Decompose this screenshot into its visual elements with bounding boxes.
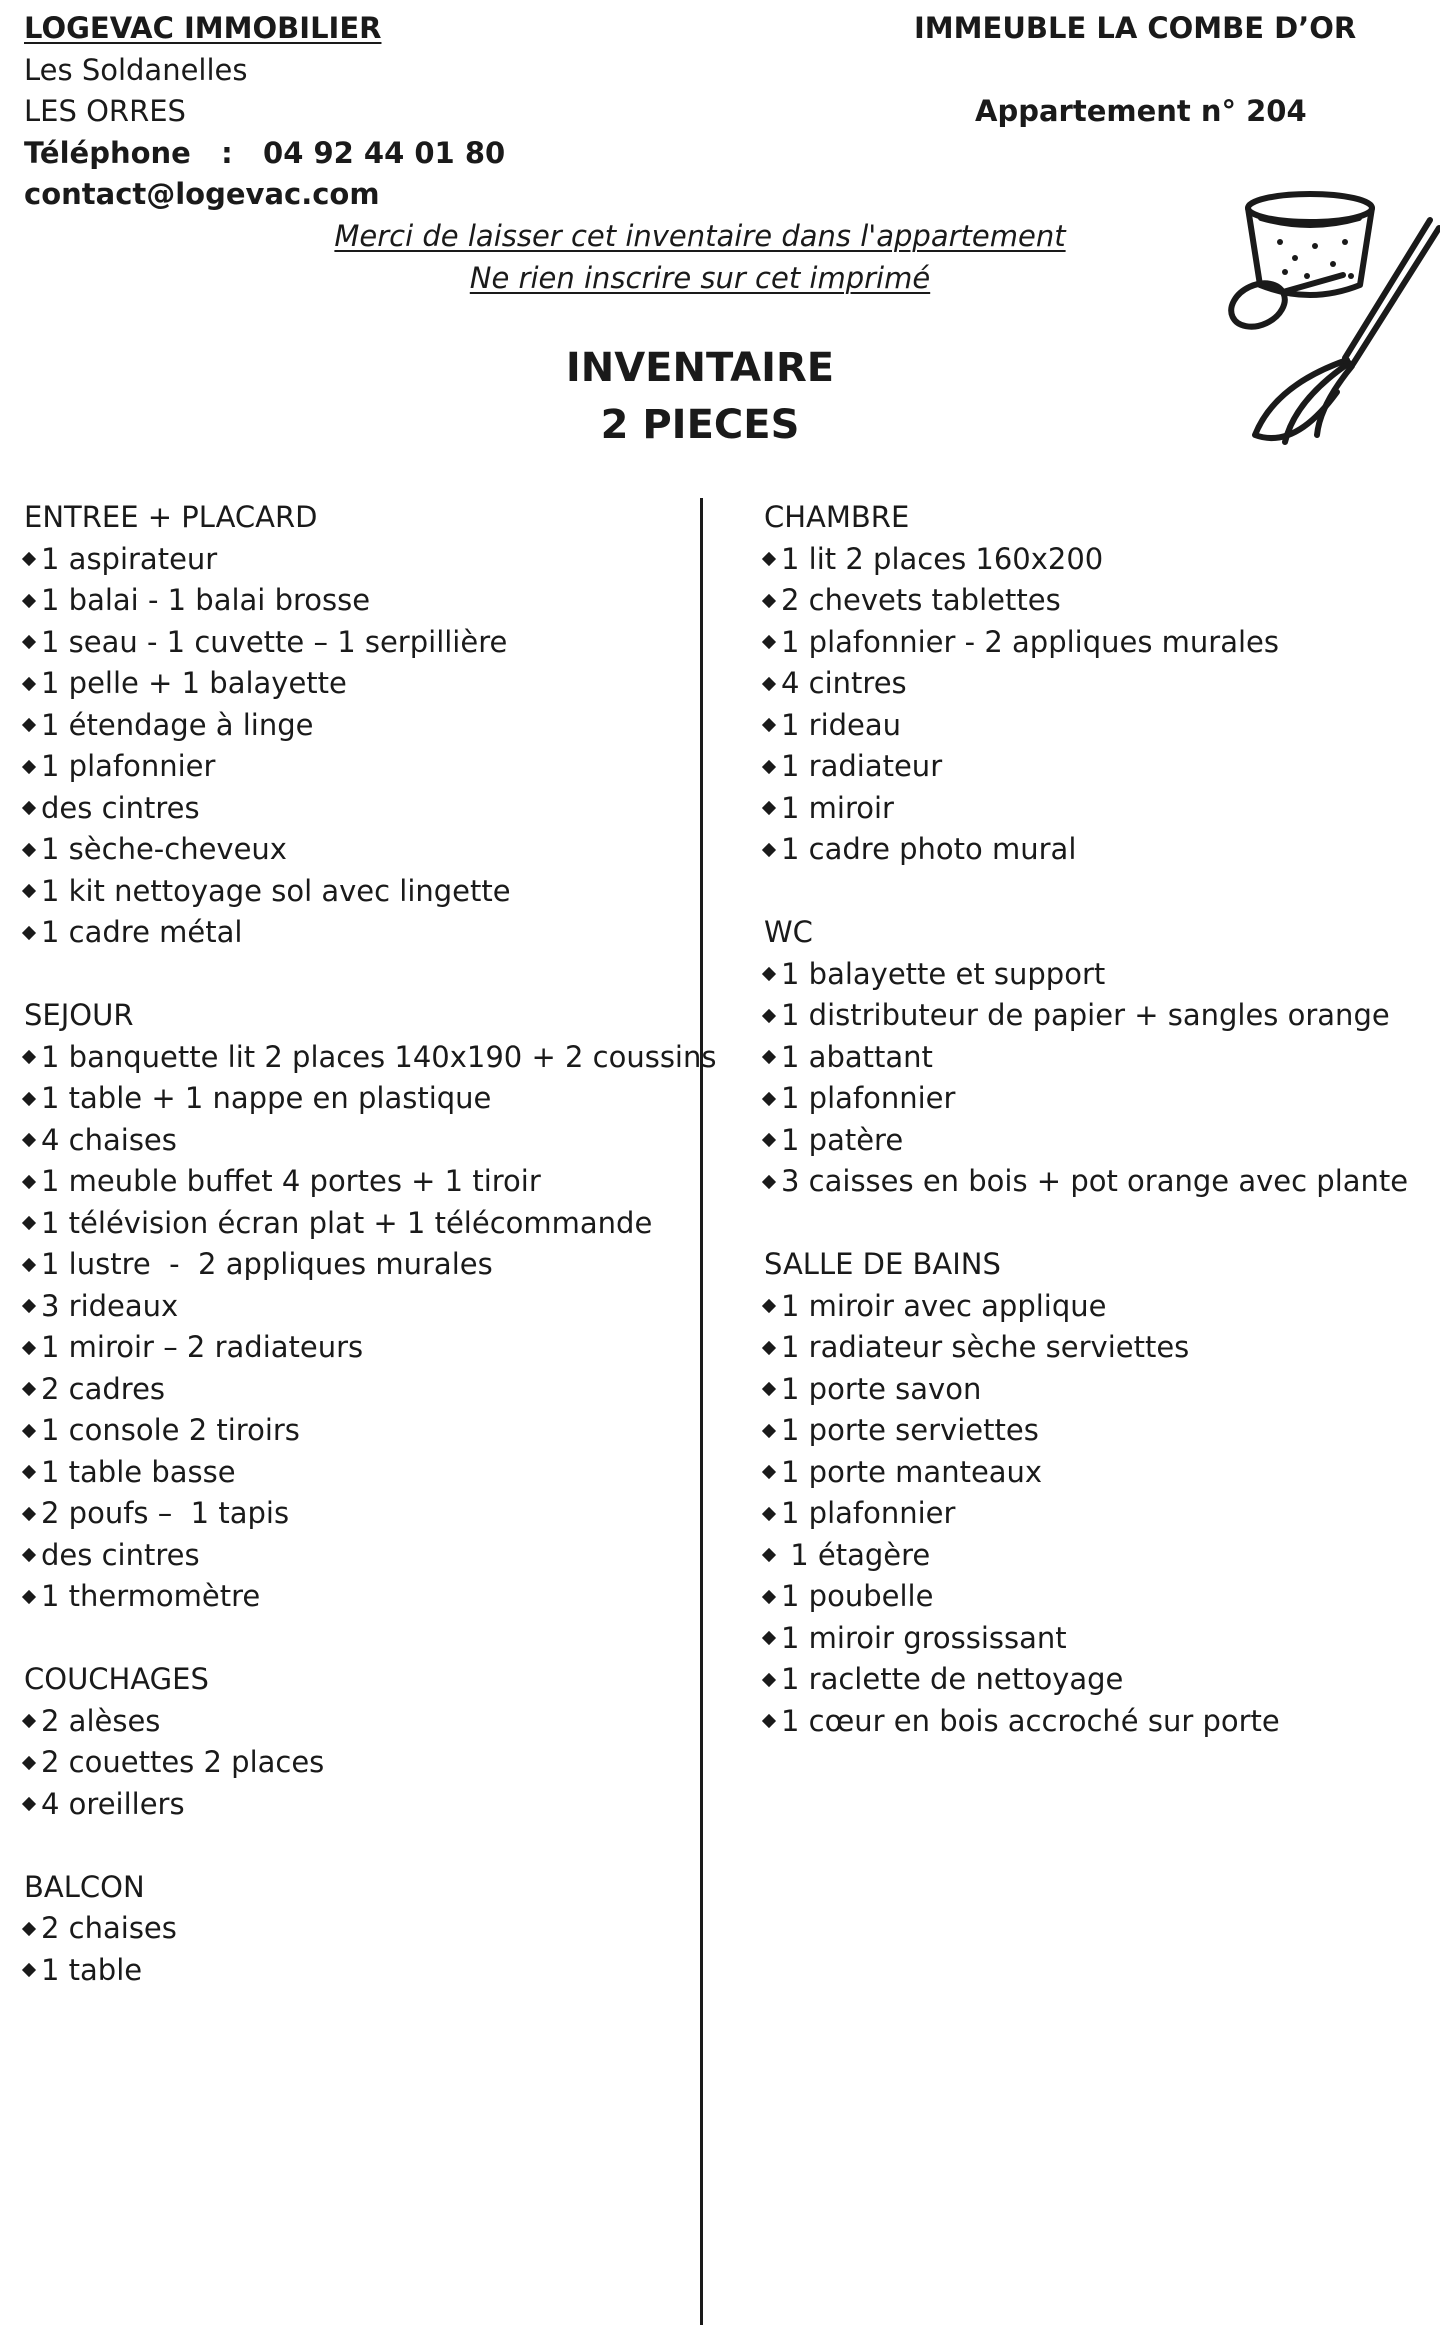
section-title: SALLE DE BAINS xyxy=(764,1247,1001,1281)
diamond-bullet-icon xyxy=(22,1922,36,1936)
list-item-label: 1 cadre métal xyxy=(41,915,243,949)
list-item xyxy=(24,1701,716,1743)
list-item xyxy=(24,1286,716,1328)
list-item-label: 1 rideau xyxy=(781,707,902,742)
list-item xyxy=(24,580,716,622)
section-title: COUCHAGES xyxy=(24,1662,209,1696)
list-item xyxy=(24,1784,716,1826)
list-item-label: 1 plafonnier xyxy=(781,1496,956,1530)
section-wc xyxy=(764,912,1408,1203)
diamond-bullet-icon xyxy=(22,1507,36,1521)
diamond-bullet-icon xyxy=(22,552,36,566)
section-chambre xyxy=(764,497,1408,871)
diamond-bullet-icon xyxy=(762,1590,776,1604)
list-item xyxy=(764,788,1408,830)
diamond-bullet-icon xyxy=(22,1548,36,1562)
list-item xyxy=(24,1950,716,1992)
list-item xyxy=(764,1493,1408,1535)
list-item xyxy=(764,705,1408,747)
list-item-label: 1 console 2 tiroirs xyxy=(41,1413,300,1447)
list-item-label: 2 couettes 2 places xyxy=(41,1745,325,1779)
list-item-label: 1 porte serviettes xyxy=(781,1413,1039,1447)
diamond-bullet-icon xyxy=(22,1465,36,1479)
diamond-bullet-icon xyxy=(22,1175,36,1189)
list-item xyxy=(24,1078,716,1120)
diamond-bullet-icon xyxy=(22,1797,36,1811)
list-item xyxy=(764,622,1408,664)
list-item-label: 2 chaises xyxy=(41,1911,177,1945)
notices xyxy=(0,216,1400,299)
list-item-label: 4 chaises xyxy=(41,1122,177,1157)
diamond-bullet-icon xyxy=(22,801,36,815)
list-item-label: 4 oreillers xyxy=(41,1786,185,1821)
list-item-label: 1 étagère xyxy=(781,1537,931,1572)
list-item xyxy=(764,1659,1408,1701)
list-item-label: 1 télévision écran plat + 1 télécommande xyxy=(41,1205,653,1240)
list-item-label: 1 miroir grossissant xyxy=(781,1620,1067,1655)
section-entree-placard xyxy=(24,497,716,954)
list-item xyxy=(24,1908,716,1950)
list-item xyxy=(24,1161,716,1203)
list-item xyxy=(24,1493,716,1535)
list-item-label: 2 alèses xyxy=(41,1703,161,1738)
diamond-bullet-icon xyxy=(762,1673,776,1687)
section-title: CHAMBRE xyxy=(764,500,910,534)
list-item xyxy=(764,1618,1408,1660)
list-item xyxy=(764,539,1408,581)
right-column xyxy=(764,497,1408,1742)
diamond-bullet-icon xyxy=(22,1299,36,1313)
list-item xyxy=(24,1742,716,1784)
list-item xyxy=(764,1037,1408,1079)
list-item xyxy=(24,871,716,913)
list-item xyxy=(764,1535,1408,1577)
list-item-label: 1 plafonnier xyxy=(41,749,216,783)
list-item-label: 1 porte savon xyxy=(781,1371,982,1406)
company-block xyxy=(24,8,505,216)
list-item xyxy=(764,580,1408,622)
list-item-label: 1 lit 2 places 160x200 xyxy=(781,541,1104,576)
diamond-bullet-icon xyxy=(762,677,776,691)
list-item xyxy=(764,1452,1408,1494)
list-item-label: 1 balayette et support xyxy=(781,956,1106,991)
diamond-bullet-icon xyxy=(762,1507,776,1521)
list-item xyxy=(24,1369,716,1411)
list-item xyxy=(764,1161,1408,1203)
list-item-label: 1 plafonnier xyxy=(781,1081,956,1115)
diamond-bullet-icon xyxy=(22,1424,36,1438)
list-item xyxy=(764,746,1408,788)
diamond-bullet-icon xyxy=(762,1133,776,1147)
diamond-bullet-icon xyxy=(762,760,776,774)
diamond-bullet-icon xyxy=(22,843,36,857)
list-item-label: 1 miroir avec applique xyxy=(781,1288,1107,1323)
apartment-number: Appartement n° 204 xyxy=(975,94,1307,128)
list-item-label: 1 abattant xyxy=(781,1039,933,1074)
section-title: WC xyxy=(764,915,813,949)
diamond-bullet-icon xyxy=(22,1258,36,1272)
section-sejour xyxy=(24,995,716,1618)
diamond-bullet-icon xyxy=(22,1756,36,1770)
list-item-label: 3 caisses en bois + pot orange avec plante xyxy=(781,1164,1409,1198)
list-item-label: 4 cintres xyxy=(781,666,907,700)
list-item xyxy=(764,1576,1408,1618)
address-line-1: Les Soldanelles xyxy=(24,52,248,87)
list-item xyxy=(24,1410,716,1452)
left-column xyxy=(24,497,716,1991)
list-item xyxy=(764,1369,1408,1411)
list-item-label: 1 kit nettoyage sol avec lingette xyxy=(41,873,511,908)
phone-number: Téléphone : 04 92 44 01 80 xyxy=(24,135,506,170)
list-item-label: 1 pelle + 1 balayette xyxy=(41,666,347,700)
list-item xyxy=(24,1327,716,1369)
diamond-bullet-icon xyxy=(762,1424,776,1438)
diamond-bullet-icon xyxy=(22,926,36,940)
section-balcon xyxy=(24,1867,716,1992)
list-item xyxy=(764,829,1408,871)
list-item-label: 2 chevets tablettes xyxy=(781,583,1061,617)
list-item-label: 1 étendage à linge xyxy=(41,707,314,742)
diamond-bullet-icon xyxy=(762,1548,776,1562)
list-item xyxy=(24,1203,716,1245)
list-item-label: 1 porte manteaux xyxy=(781,1454,1043,1489)
list-item xyxy=(764,1327,1408,1369)
address-line-2: LES ORRES xyxy=(24,94,186,128)
list-item-label: 1 banquette lit 2 places 140x190 + 2 coussins xyxy=(41,1039,717,1074)
section-title: SEJOUR xyxy=(24,998,134,1032)
diamond-bullet-icon xyxy=(22,1963,36,1977)
list-item-label: 1 raclette de nettoyage xyxy=(781,1662,1124,1696)
list-item xyxy=(24,1535,716,1577)
list-item-label: 1 plafonnier - 2 appliques murales xyxy=(781,624,1279,659)
notice-no-writing: Ne rien inscrire sur cet imprimé xyxy=(469,260,931,295)
list-item xyxy=(764,1701,1408,1743)
list-item xyxy=(24,622,716,664)
diamond-bullet-icon xyxy=(762,1382,776,1396)
diamond-bullet-icon xyxy=(762,552,776,566)
diamond-bullet-icon xyxy=(22,594,36,608)
list-item-label: 1 meuble buffet 4 portes + 1 tiroir xyxy=(41,1164,541,1198)
list-item xyxy=(24,705,716,747)
list-item-label: 1 cœur en bois accroché sur porte xyxy=(781,1703,1280,1738)
list-item xyxy=(24,1452,716,1494)
list-item xyxy=(24,829,716,871)
diamond-bullet-icon xyxy=(762,1465,776,1479)
diamond-bullet-icon xyxy=(762,1092,776,1106)
list-item-label: 1 poubelle xyxy=(781,1579,934,1613)
list-item xyxy=(24,788,716,830)
diamond-bullet-icon xyxy=(762,1341,776,1355)
diamond-bullet-icon xyxy=(22,718,36,732)
page-title xyxy=(0,340,1400,454)
diamond-bullet-icon xyxy=(22,884,36,898)
list-item-label: des cintres xyxy=(41,1537,200,1572)
diamond-bullet-icon xyxy=(762,843,776,857)
list-item xyxy=(764,1410,1408,1452)
diamond-bullet-icon xyxy=(762,1631,776,1645)
list-item-label: 1 radiateur xyxy=(781,749,943,783)
list-item xyxy=(764,1078,1408,1120)
list-item xyxy=(24,912,716,954)
kitchen-utensils-icon xyxy=(1225,180,1440,450)
list-item-label: 1 cadre photo mural xyxy=(781,832,1077,866)
diamond-bullet-icon xyxy=(22,1133,36,1147)
title-line-1: INVENTAIRE xyxy=(565,345,835,391)
list-item-label: 1 radiateur sèche serviettes xyxy=(781,1330,1190,1364)
list-item xyxy=(24,539,716,581)
title-line-2: 2 PIECES xyxy=(600,402,800,448)
list-item-label: 1 balai - 1 balai brosse xyxy=(41,583,371,617)
section-title: BALCON xyxy=(24,1869,145,1904)
list-item xyxy=(24,1120,716,1162)
list-item-label: 1 patère xyxy=(781,1122,904,1157)
diamond-bullet-icon xyxy=(762,718,776,732)
diamond-bullet-icon xyxy=(762,1050,776,1064)
list-item-label: des cintres xyxy=(41,790,200,825)
list-item-label: 1 lustre - 2 appliques murales xyxy=(41,1247,493,1281)
list-item-label: 1 distributeur de papier + sangles orange xyxy=(781,998,1390,1032)
list-item-label: 1 table + 1 nappe en plastique xyxy=(41,1081,492,1115)
company-name: LOGEVAC IMMOBILIER xyxy=(24,11,382,45)
list-item xyxy=(24,746,716,788)
list-item-label: 1 thermomètre xyxy=(41,1579,261,1613)
diamond-bullet-icon xyxy=(762,635,776,649)
diamond-bullet-icon xyxy=(762,967,776,981)
diamond-bullet-icon xyxy=(22,1341,36,1355)
diamond-bullet-icon xyxy=(762,801,776,815)
building-name: IMMEUBLE LA COMBE D’OR xyxy=(914,11,1357,45)
list-item-label: 1 aspirateur xyxy=(41,541,218,576)
diamond-bullet-icon xyxy=(762,1299,776,1313)
list-item xyxy=(24,663,716,705)
list-item-label: 2 cadres xyxy=(41,1371,166,1406)
list-item xyxy=(24,1037,716,1079)
list-item-label: 1 miroir xyxy=(781,790,894,825)
list-item xyxy=(764,1286,1408,1328)
list-item-label: 2 poufs – 1 tapis xyxy=(41,1496,290,1530)
list-item xyxy=(764,954,1408,996)
diamond-bullet-icon xyxy=(22,760,36,774)
diamond-bullet-icon xyxy=(22,1050,36,1064)
diamond-bullet-icon xyxy=(762,1175,776,1189)
diamond-bullet-icon xyxy=(22,1382,36,1396)
list-item-label: 1 seau - 1 cuvette – 1 serpillière xyxy=(41,624,508,659)
email-address: contact@logevac.com xyxy=(24,177,380,211)
diamond-bullet-icon xyxy=(22,1590,36,1604)
section-couchages xyxy=(24,1659,716,1825)
list-item xyxy=(764,1120,1408,1162)
diamond-bullet-icon xyxy=(22,1092,36,1106)
list-item xyxy=(764,663,1408,705)
diamond-bullet-icon xyxy=(22,1714,36,1728)
diamond-bullet-icon xyxy=(762,594,776,608)
diamond-bullet-icon xyxy=(22,1216,36,1230)
list-item-label: 3 rideaux xyxy=(41,1288,179,1323)
list-item xyxy=(24,1576,716,1618)
section-title: ENTREE + PLACARD xyxy=(24,500,318,534)
section-salle-de-bains xyxy=(764,1244,1408,1742)
list-item-label: 1 table xyxy=(41,1952,143,1987)
diamond-bullet-icon xyxy=(762,1009,776,1023)
list-item-label: 1 sèche-cheveux xyxy=(41,832,287,866)
list-item-label: 1 miroir – 2 radiateurs xyxy=(41,1330,364,1364)
list-item xyxy=(764,995,1408,1037)
notice-leave-inventory: Merci de laisser cet inventaire dans l'appartement xyxy=(334,219,1066,253)
diamond-bullet-icon xyxy=(762,1714,776,1728)
list-item xyxy=(24,1244,716,1286)
list-item-label: 1 table basse xyxy=(41,1454,236,1489)
diamond-bullet-icon xyxy=(22,635,36,649)
diamond-bullet-icon xyxy=(22,677,36,691)
